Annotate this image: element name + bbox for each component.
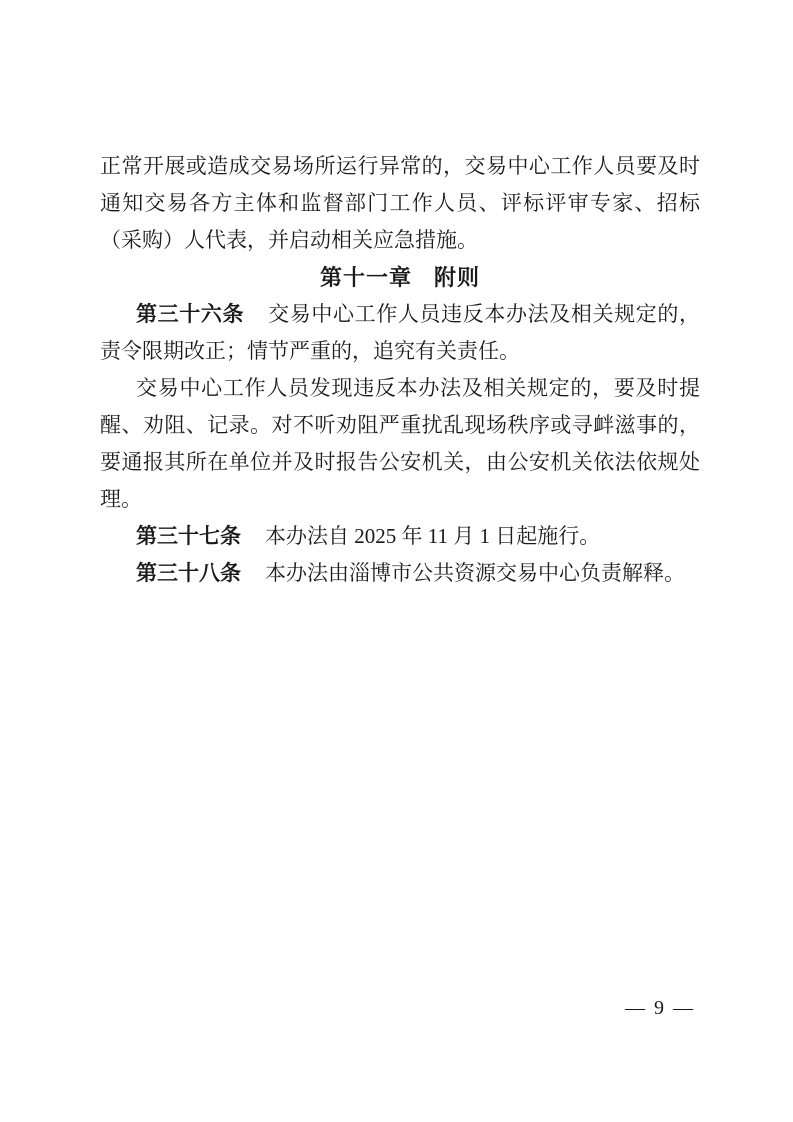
article-36-label: 第三十六条 bbox=[136, 303, 245, 326]
chapter-title: 附则 bbox=[434, 265, 481, 290]
article-36-paragraph bbox=[100, 296, 700, 370]
article-37-paragraph bbox=[100, 518, 700, 555]
article-38-text: 本办法由淄博市公共资源交易中心负责解释。 bbox=[265, 561, 685, 585]
page-number: — 9 — bbox=[625, 997, 695, 1019]
paragraph-continuation: 正常开展或造成交易场所运行异常的，交易中心工作人员要及时通知交易各方主体和监督部门工作人员、评标评审专家、招标（采购）人代表，并启动相关应急措施。 bbox=[100, 154, 700, 252]
article-38-paragraph bbox=[100, 555, 700, 592]
article-36-text: 交易中心工作人员违反本办法及相关规定的，责令限期改正；情节严重的，追究有关责任。 bbox=[100, 302, 700, 363]
article-37-text: 本办法自 2025 年 11 月 1 日起施行。 bbox=[265, 524, 601, 548]
article-38-label: 第三十八条 bbox=[136, 562, 241, 585]
chapter-number: 第十一章 bbox=[319, 265, 412, 290]
article-36-paragraph-2: 交易中心工作人员发现违反本办法及相关规定的，要及时提醒、劝阻、记录。对不听劝阻严重扰乱现场秩序或寻衅滋事的，要通报其所在单位并及时报告公安机关，由公安机关依法依规处理。 bbox=[100, 376, 700, 511]
chapter-heading bbox=[100, 259, 700, 296]
document-content bbox=[100, 148, 700, 592]
article-37-label: 第三十七条 bbox=[136, 525, 241, 548]
